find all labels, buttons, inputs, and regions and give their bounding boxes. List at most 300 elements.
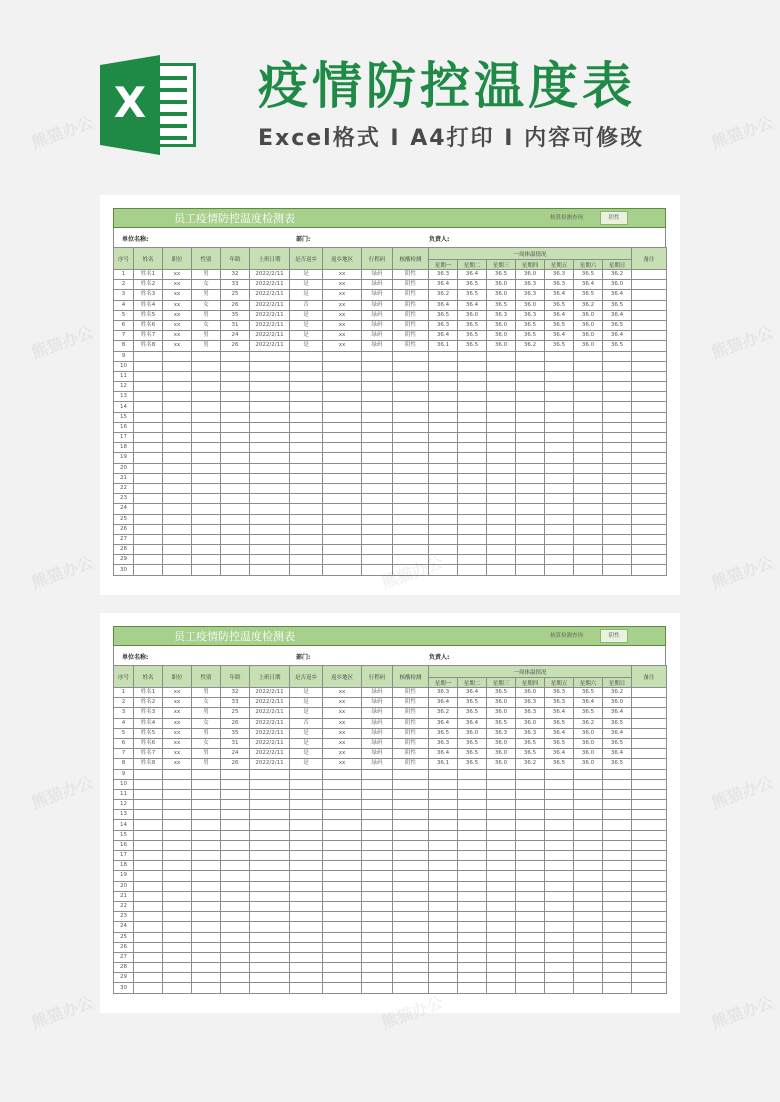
- table-cell[interactable]: [163, 524, 192, 534]
- table-cell[interactable]: [487, 769, 516, 779]
- table-cell[interactable]: [290, 789, 323, 799]
- table-cell[interactable]: [134, 952, 163, 962]
- table-cell[interactable]: xx: [323, 708, 362, 718]
- table-cell[interactable]: 36.3: [545, 280, 574, 290]
- table-cell[interactable]: [429, 494, 458, 504]
- table-cell[interactable]: [516, 361, 545, 371]
- table-cell[interactable]: 是: [290, 749, 323, 759]
- table-cell[interactable]: 36.4: [429, 300, 458, 310]
- table-cell[interactable]: [487, 443, 516, 453]
- table-cell[interactable]: [545, 443, 574, 453]
- table-cell[interactable]: [393, 851, 429, 861]
- table-cell[interactable]: [632, 443, 667, 453]
- table-cell[interactable]: 26: [114, 524, 134, 534]
- table-cell[interactable]: [290, 463, 323, 473]
- table-cell[interactable]: [290, 514, 323, 524]
- table-cell[interactable]: 阴性: [393, 708, 429, 718]
- table-cell[interactable]: [487, 351, 516, 361]
- table-cell[interactable]: [516, 973, 545, 983]
- table-cell[interactable]: [134, 463, 163, 473]
- table-cell[interactable]: 36.5: [429, 310, 458, 320]
- table-cell[interactable]: [290, 840, 323, 850]
- table-cell[interactable]: [632, 351, 667, 361]
- table-cell[interactable]: [323, 983, 362, 993]
- table-cell[interactable]: [516, 422, 545, 432]
- table-cell[interactable]: [632, 555, 667, 565]
- table-cell[interactable]: [574, 881, 603, 891]
- table-cell[interactable]: 35: [221, 310, 250, 320]
- table-cell[interactable]: 24: [114, 922, 134, 932]
- table-cell[interactable]: [250, 840, 290, 850]
- table-cell[interactable]: [323, 881, 362, 891]
- table-cell[interactable]: 女: [192, 698, 221, 708]
- table-cell[interactable]: [393, 504, 429, 514]
- table-cell[interactable]: [458, 361, 487, 371]
- table-cell[interactable]: [290, 524, 323, 534]
- table-cell[interactable]: [134, 871, 163, 881]
- table-cell[interactable]: 是: [290, 759, 323, 769]
- table-cell[interactable]: 36.0: [516, 718, 545, 728]
- table-cell[interactable]: 36.3: [429, 270, 458, 280]
- table-cell[interactable]: 2022/2/11: [250, 320, 290, 330]
- table-cell[interactable]: [250, 891, 290, 901]
- table-cell[interactable]: [290, 912, 323, 922]
- table-cell[interactable]: [487, 463, 516, 473]
- table-cell[interactable]: 36.5: [429, 728, 458, 738]
- table-cell[interactable]: [362, 453, 393, 463]
- table-cell[interactable]: [458, 830, 487, 840]
- table-cell[interactable]: [487, 952, 516, 962]
- table-cell[interactable]: xx: [163, 749, 192, 759]
- table-cell[interactable]: [429, 412, 458, 422]
- table-cell[interactable]: 36.4: [458, 688, 487, 698]
- table-cell[interactable]: [632, 789, 667, 799]
- table-cell[interactable]: [429, 524, 458, 534]
- table-cell[interactable]: [516, 443, 545, 453]
- table-cell[interactable]: 女: [192, 300, 221, 310]
- table-cell[interactable]: [458, 973, 487, 983]
- table-cell[interactable]: [163, 422, 192, 432]
- table-cell[interactable]: [429, 901, 458, 911]
- table-cell[interactable]: [487, 392, 516, 402]
- table-cell[interactable]: 阴性: [393, 759, 429, 769]
- table-cell[interactable]: 阴性: [393, 320, 429, 330]
- table-cell[interactable]: [134, 412, 163, 422]
- table-cell[interactable]: [632, 270, 667, 280]
- table-cell[interactable]: [632, 901, 667, 911]
- table-cell[interactable]: [487, 483, 516, 493]
- table-cell[interactable]: [134, 392, 163, 402]
- table-cell[interactable]: [134, 922, 163, 932]
- table-cell[interactable]: [458, 392, 487, 402]
- table-cell[interactable]: [362, 891, 393, 901]
- table-cell[interactable]: [393, 371, 429, 381]
- table-cell[interactable]: 2022/2/11: [250, 708, 290, 718]
- table-cell[interactable]: [574, 392, 603, 402]
- table-cell[interactable]: [603, 810, 632, 820]
- table-cell[interactable]: xx: [163, 738, 192, 748]
- table-cell[interactable]: [458, 861, 487, 871]
- table-cell[interactable]: 2: [114, 698, 134, 708]
- table-cell[interactable]: [362, 422, 393, 432]
- table-cell[interactable]: 36.3: [545, 698, 574, 708]
- table-cell[interactable]: [429, 361, 458, 371]
- table-cell[interactable]: [290, 412, 323, 422]
- table-cell[interactable]: [250, 830, 290, 840]
- table-cell[interactable]: 绿码: [362, 759, 393, 769]
- table-cell[interactable]: 27: [114, 952, 134, 962]
- table-cell[interactable]: [192, 912, 221, 922]
- table-cell[interactable]: [487, 402, 516, 412]
- table-cell[interactable]: [221, 443, 250, 453]
- table-cell[interactable]: [192, 922, 221, 932]
- table-cell[interactable]: [192, 769, 221, 779]
- table-cell[interactable]: 36.3: [487, 728, 516, 738]
- table-cell[interactable]: [603, 963, 632, 973]
- table-cell[interactable]: [393, 453, 429, 463]
- table-cell[interactable]: [516, 402, 545, 412]
- table-cell[interactable]: 36.5: [574, 290, 603, 300]
- table-cell[interactable]: 36.0: [603, 280, 632, 290]
- table-cell[interactable]: 12: [114, 800, 134, 810]
- table-cell[interactable]: [545, 871, 574, 881]
- table-cell[interactable]: 36.0: [574, 341, 603, 351]
- table-cell[interactable]: 36.4: [574, 280, 603, 290]
- table-cell[interactable]: [250, 382, 290, 392]
- table-cell[interactable]: [574, 483, 603, 493]
- table-cell[interactable]: [632, 494, 667, 504]
- table-cell[interactable]: [393, 800, 429, 810]
- table-cell[interactable]: [458, 942, 487, 952]
- table-cell[interactable]: [393, 483, 429, 493]
- table-cell[interactable]: [393, 402, 429, 412]
- table-cell[interactable]: [603, 952, 632, 962]
- table-cell[interactable]: [458, 851, 487, 861]
- table-cell[interactable]: [250, 483, 290, 493]
- table-cell[interactable]: [192, 473, 221, 483]
- table-cell[interactable]: xx: [163, 708, 192, 718]
- table-cell[interactable]: 25: [114, 514, 134, 524]
- table-cell[interactable]: 2022/2/11: [250, 749, 290, 759]
- table-cell[interactable]: [362, 443, 393, 453]
- table-cell[interactable]: [250, 973, 290, 983]
- table-cell[interactable]: [632, 341, 667, 351]
- table-cell[interactable]: 阴性: [393, 749, 429, 759]
- table-cell[interactable]: [603, 912, 632, 922]
- table-cell[interactable]: [362, 800, 393, 810]
- table-cell[interactable]: [163, 800, 192, 810]
- table-cell[interactable]: [458, 932, 487, 942]
- table-cell[interactable]: [362, 901, 393, 911]
- table-cell[interactable]: [632, 290, 667, 300]
- table-cell[interactable]: [192, 443, 221, 453]
- table-cell[interactable]: xx: [163, 341, 192, 351]
- table-cell[interactable]: [250, 820, 290, 830]
- table-cell[interactable]: [545, 514, 574, 524]
- table-cell[interactable]: xx: [163, 300, 192, 310]
- table-cell[interactable]: [516, 433, 545, 443]
- table-cell[interactable]: 36.5: [603, 320, 632, 330]
- table-cell[interactable]: 36.4: [429, 280, 458, 290]
- table-cell[interactable]: [574, 871, 603, 881]
- table-cell[interactable]: [290, 810, 323, 820]
- table-cell[interactable]: [603, 433, 632, 443]
- table-cell[interactable]: [632, 280, 667, 290]
- table-cell[interactable]: [632, 524, 667, 534]
- table-cell[interactable]: 28: [114, 545, 134, 555]
- table-cell[interactable]: [290, 351, 323, 361]
- table-cell[interactable]: [429, 963, 458, 973]
- table-cell[interactable]: 36.0: [574, 320, 603, 330]
- table-cell[interactable]: [163, 473, 192, 483]
- table-cell[interactable]: 否: [290, 300, 323, 310]
- table-cell[interactable]: [574, 932, 603, 942]
- table-cell[interactable]: 17: [114, 433, 134, 443]
- table-cell[interactable]: 绿码: [362, 310, 393, 320]
- table-cell[interactable]: [545, 351, 574, 361]
- table-cell[interactable]: 28: [114, 963, 134, 973]
- table-cell[interactable]: 女: [192, 280, 221, 290]
- table-cell[interactable]: [516, 534, 545, 544]
- table-cell[interactable]: 2022/2/11: [250, 718, 290, 728]
- table-cell[interactable]: [323, 433, 362, 443]
- table-cell[interactable]: 26: [114, 942, 134, 952]
- table-cell[interactable]: [429, 351, 458, 361]
- table-cell[interactable]: [632, 412, 667, 422]
- table-cell[interactable]: 36.3: [516, 280, 545, 290]
- table-cell[interactable]: [429, 453, 458, 463]
- table-cell[interactable]: [603, 514, 632, 524]
- table-cell[interactable]: 36.0: [487, 280, 516, 290]
- table-cell[interactable]: [393, 871, 429, 881]
- table-cell[interactable]: [516, 565, 545, 575]
- table-cell[interactable]: 36.5: [574, 688, 603, 698]
- table-cell[interactable]: 36.4: [458, 300, 487, 310]
- table-cell[interactable]: [192, 871, 221, 881]
- table-cell[interactable]: [545, 565, 574, 575]
- table-cell[interactable]: xx: [163, 310, 192, 320]
- table-cell[interactable]: [429, 861, 458, 871]
- table-cell[interactable]: [516, 473, 545, 483]
- table-cell[interactable]: [516, 545, 545, 555]
- table-cell[interactable]: [393, 433, 429, 443]
- table-cell[interactable]: 阴性: [393, 688, 429, 698]
- table-cell[interactable]: 36.0: [487, 698, 516, 708]
- table-cell[interactable]: 是: [290, 290, 323, 300]
- table-cell[interactable]: [603, 402, 632, 412]
- table-cell[interactable]: [487, 534, 516, 544]
- table-cell[interactable]: 26: [221, 341, 250, 351]
- table-cell[interactable]: [632, 779, 667, 789]
- table-cell[interactable]: [290, 371, 323, 381]
- table-cell[interactable]: 2022/2/11: [250, 698, 290, 708]
- table-cell[interactable]: [458, 371, 487, 381]
- table-cell[interactable]: [362, 952, 393, 962]
- table-cell[interactable]: 姓名1: [134, 688, 163, 698]
- table-cell[interactable]: 11: [114, 789, 134, 799]
- table-cell[interactable]: 2022/2/11: [250, 341, 290, 351]
- table-cell[interactable]: 25: [114, 932, 134, 942]
- table-cell[interactable]: [362, 351, 393, 361]
- table-cell[interactable]: 36.4: [429, 718, 458, 728]
- table-cell[interactable]: [516, 942, 545, 952]
- table-cell[interactable]: [458, 504, 487, 514]
- table-cell[interactable]: xx: [323, 341, 362, 351]
- table-cell[interactable]: [458, 422, 487, 432]
- table-cell[interactable]: [632, 453, 667, 463]
- table-cell[interactable]: 33: [221, 698, 250, 708]
- table-cell[interactable]: [393, 779, 429, 789]
- table-cell[interactable]: [163, 820, 192, 830]
- table-cell[interactable]: [250, 545, 290, 555]
- table-cell[interactable]: [290, 800, 323, 810]
- table-cell[interactable]: 36.5: [458, 708, 487, 718]
- table-cell[interactable]: [545, 494, 574, 504]
- table-cell[interactable]: [362, 912, 393, 922]
- table-cell[interactable]: xx: [323, 331, 362, 341]
- table-cell[interactable]: [323, 443, 362, 453]
- table-cell[interactable]: [516, 392, 545, 402]
- table-cell[interactable]: [134, 494, 163, 504]
- table-cell[interactable]: 25: [221, 708, 250, 718]
- table-cell[interactable]: [192, 932, 221, 942]
- table-cell[interactable]: 16: [114, 422, 134, 432]
- table-cell[interactable]: [323, 534, 362, 544]
- table-cell[interactable]: [362, 810, 393, 820]
- table-cell[interactable]: [163, 922, 192, 932]
- table-cell[interactable]: [221, 942, 250, 952]
- table-cell[interactable]: 36.2: [574, 300, 603, 310]
- table-cell[interactable]: [323, 932, 362, 942]
- table-cell[interactable]: [192, 422, 221, 432]
- table-cell[interactable]: 36.5: [545, 300, 574, 310]
- table-cell[interactable]: [458, 524, 487, 534]
- table-cell[interactable]: [362, 433, 393, 443]
- table-cell[interactable]: [545, 453, 574, 463]
- table-cell[interactable]: [393, 932, 429, 942]
- table-cell[interactable]: [323, 769, 362, 779]
- table-cell[interactable]: 36.3: [429, 738, 458, 748]
- table-cell[interactable]: 是: [290, 341, 323, 351]
- table-cell[interactable]: [487, 983, 516, 993]
- table-cell[interactable]: [323, 810, 362, 820]
- table-cell[interactable]: 36.4: [545, 728, 574, 738]
- table-cell[interactable]: [545, 779, 574, 789]
- table-cell[interactable]: [487, 820, 516, 830]
- table-cell[interactable]: 36.0: [487, 341, 516, 351]
- table-cell[interactable]: [458, 810, 487, 820]
- table-cell[interactable]: 24: [221, 331, 250, 341]
- table-cell[interactable]: 男: [192, 310, 221, 320]
- table-cell[interactable]: [574, 922, 603, 932]
- table-cell[interactable]: [221, 504, 250, 514]
- table-cell[interactable]: 36.0: [574, 310, 603, 320]
- table-cell[interactable]: 36.5: [487, 688, 516, 698]
- table-cell[interactable]: [163, 351, 192, 361]
- table-cell[interactable]: [393, 830, 429, 840]
- table-cell[interactable]: xx: [163, 331, 192, 341]
- table-cell[interactable]: [221, 932, 250, 942]
- table-cell[interactable]: [429, 534, 458, 544]
- table-cell[interactable]: [250, 932, 290, 942]
- table-cell[interactable]: [250, 881, 290, 891]
- table-cell[interactable]: [545, 861, 574, 871]
- table-cell[interactable]: [574, 524, 603, 534]
- table-cell[interactable]: 否: [290, 718, 323, 728]
- table-cell[interactable]: [632, 504, 667, 514]
- table-cell[interactable]: [163, 861, 192, 871]
- table-cell[interactable]: [362, 861, 393, 871]
- table-cell[interactable]: [134, 881, 163, 891]
- table-cell[interactable]: [362, 922, 393, 932]
- table-cell[interactable]: 2022/2/11: [250, 270, 290, 280]
- table-cell[interactable]: [632, 963, 667, 973]
- table-cell[interactable]: [574, 840, 603, 850]
- table-cell[interactable]: [323, 922, 362, 932]
- table-cell[interactable]: [221, 851, 250, 861]
- table-cell[interactable]: [429, 473, 458, 483]
- table-cell[interactable]: [221, 861, 250, 871]
- table-cell[interactable]: 5: [114, 310, 134, 320]
- table-cell[interactable]: [290, 402, 323, 412]
- table-cell[interactable]: 18: [114, 443, 134, 453]
- table-cell[interactable]: [574, 973, 603, 983]
- table-cell[interactable]: [545, 901, 574, 911]
- table-cell[interactable]: 1: [114, 270, 134, 280]
- table-cell[interactable]: [545, 891, 574, 901]
- table-cell[interactable]: [163, 453, 192, 463]
- table-cell[interactable]: [429, 433, 458, 443]
- table-cell[interactable]: [221, 483, 250, 493]
- table-cell[interactable]: 2022/2/11: [250, 759, 290, 769]
- table-cell[interactable]: [221, 463, 250, 473]
- table-cell[interactable]: 36.2: [429, 708, 458, 718]
- table-cell[interactable]: 2022/2/11: [250, 300, 290, 310]
- table-cell[interactable]: [323, 820, 362, 830]
- table-cell[interactable]: [429, 851, 458, 861]
- table-cell[interactable]: [362, 534, 393, 544]
- table-cell[interactable]: [290, 504, 323, 514]
- table-cell[interactable]: 2022/2/11: [250, 290, 290, 300]
- table-cell[interactable]: [429, 952, 458, 962]
- table-cell[interactable]: [250, 555, 290, 565]
- table-cell[interactable]: [545, 789, 574, 799]
- table-cell[interactable]: [458, 402, 487, 412]
- table-cell[interactable]: 是: [290, 280, 323, 290]
- table-cell[interactable]: 阴性: [393, 310, 429, 320]
- nucleic-query-link[interactable]: 核算检测查询: [550, 215, 584, 221]
- table-cell[interactable]: [458, 494, 487, 504]
- table-cell[interactable]: 30: [114, 565, 134, 575]
- table-cell[interactable]: [290, 901, 323, 911]
- table-cell[interactable]: [458, 565, 487, 575]
- table-cell[interactable]: [192, 534, 221, 544]
- table-cell[interactable]: 男: [192, 341, 221, 351]
- table-cell[interactable]: [603, 800, 632, 810]
- table-cell[interactable]: [632, 361, 667, 371]
- table-cell[interactable]: 阴性: [393, 718, 429, 728]
- table-cell[interactable]: [393, 912, 429, 922]
- table-cell[interactable]: [290, 779, 323, 789]
- table-cell[interactable]: [487, 800, 516, 810]
- table-cell[interactable]: [192, 433, 221, 443]
- table-cell[interactable]: [134, 830, 163, 840]
- table-cell[interactable]: [632, 830, 667, 840]
- table-cell[interactable]: [221, 351, 250, 361]
- table-cell[interactable]: [163, 463, 192, 473]
- table-cell[interactable]: [393, 443, 429, 453]
- table-cell[interactable]: [516, 840, 545, 850]
